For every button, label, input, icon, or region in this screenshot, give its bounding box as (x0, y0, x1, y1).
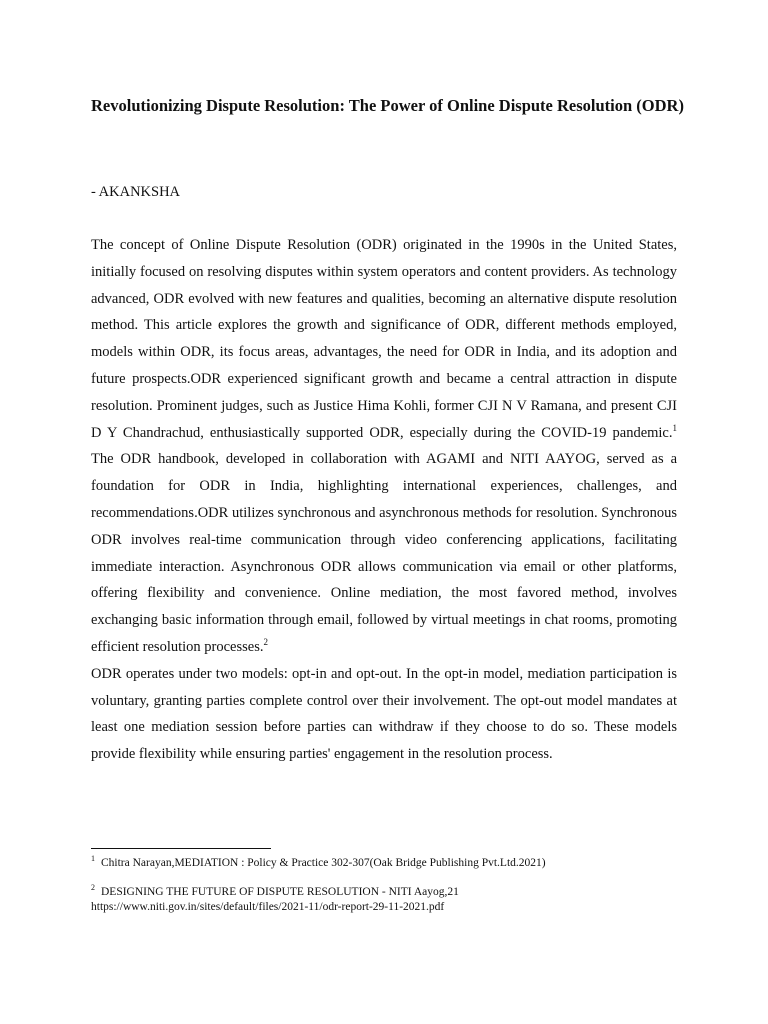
footnote-2 (91, 885, 691, 915)
footnote-1 (91, 856, 691, 871)
article-author: - AKANKSHA (91, 184, 181, 200)
paragraph-1-text-b: The ODR handbook, developed in collaboration with AGAMI and NITI AAYOG, served as a foundation for ODR in India, highlighting international experiences, challenges, and recommendations.ODR utilizes synchronous and asynchronous methods for resolution. Synchronous ODR involves real-time communication through video conferencing applications, facilitating immediate interaction. Asynchronous ODR allows communication via email or other platforms, offering flexibility and convenience. Online mediation, the most favored method, involves exchanging basic information through email, followed by virtual meetings in chat rooms, promoting efficient resolution processes. (91, 451, 677, 655)
footnote-1-number: 1 (91, 854, 95, 864)
body-paragraph-2: ODR operates under two models: opt-in and opt-out. In the opt-in model, mediation participation is voluntary, granting parties complete control over their involvement. The opt-out model mandates at least one mediation session before parties can withdraw if they choose to do so. These models provide flexibility while ensuring parties' engagement in the resolution process. (91, 665, 677, 763)
footnote-separator (91, 848, 271, 849)
footnote-1-text: Chitra Narayan,MEDIATION : Policy & Practice 302-307(Oak Bridge Publishing Pvt.Ltd.2021) (101, 857, 546, 869)
article-title: Revolutionizing Dispute Resolution: The Power of Online Dispute Resolution (ODR) (91, 96, 684, 115)
footnote-ref-1: 1 (672, 422, 677, 433)
footnote-2-number: 2 (91, 883, 95, 893)
paragraph-1-text-a: The concept of Online Dispute Resolution (ODR) originated in the 1990s in the United States, initially focused on resolving disputes within system operators and content providers. As technology advanced, ODR evolved with new features and qualities, becoming an alternative dispute resolution method. This article explores the growth and significance of ODR, different methods employed, models within ODR, its focus areas, advantages, the need for ODR in India, and its adoption and future prospects.ODR experienced significant growth and became a central attraction in dispute resolution. Prominent judges, such as Justice Hima Kohli, former CJI N V Ramana, and present CJI D Y Chandrachud, enthusiastically supported ODR, especially during the COVID-19 pandemic. (91, 237, 677, 441)
footnote-2-text: DESIGNING THE FUTURE OF DISPUTE RESOLUTION - NITI Aayog,21 (101, 886, 459, 898)
footnote-2-url: https://www.niti.gov.in/sites/default/files/2021-11/odr-report-29-11-2021.pdf (91, 901, 445, 913)
article-body (91, 232, 677, 768)
body-paragraph-1 (91, 232, 677, 661)
footnote-ref-2: 2 (263, 637, 268, 648)
